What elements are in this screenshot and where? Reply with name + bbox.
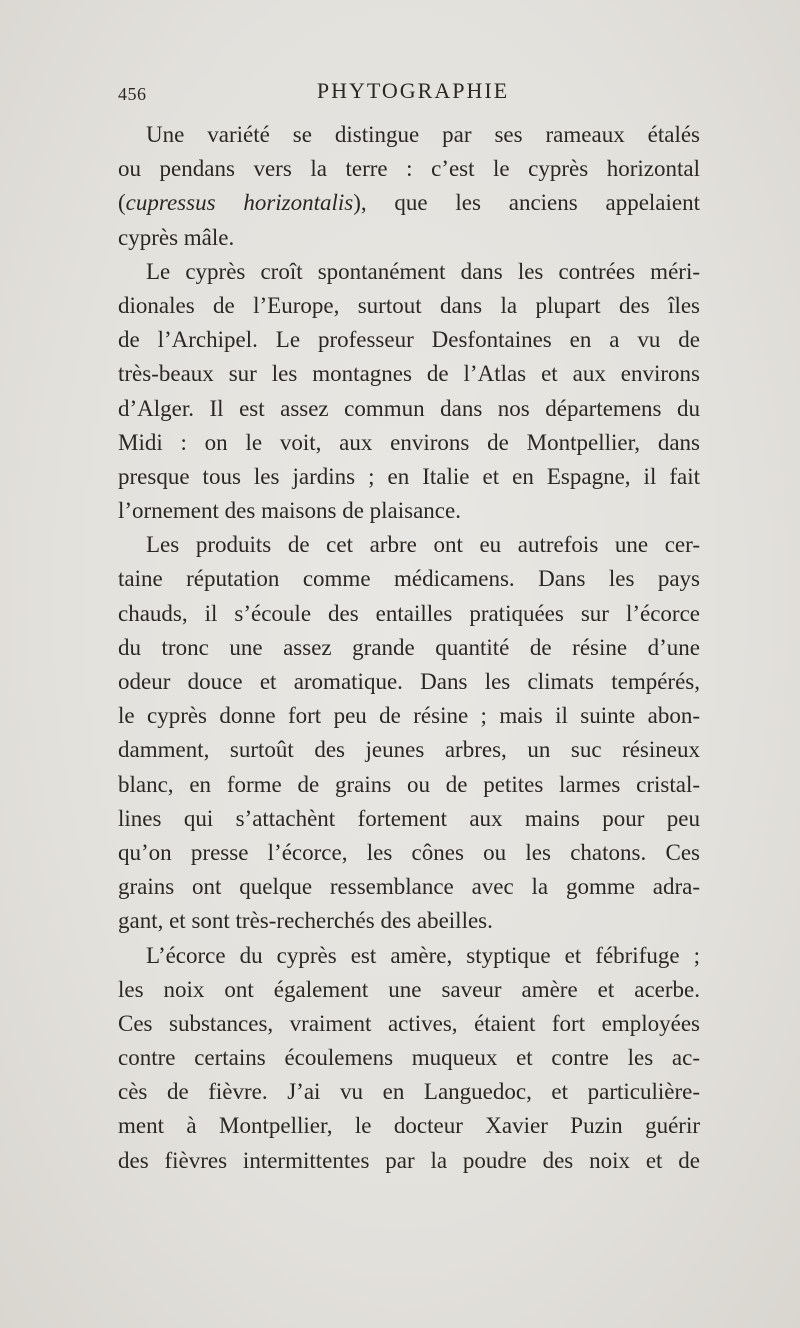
running-head: PHYTOGRAPHIE bbox=[316, 78, 510, 103]
text-line: gant, et sont très-recherchés des abeilles. bbox=[118, 908, 493, 934]
text-line: très-beaux sur les montagnes de l’Atlas et aux environs bbox=[118, 361, 700, 387]
text-line: Ces substances, vraiment actives, étaient fort employées bbox=[118, 1010, 700, 1036]
text-line: L’écorce du cyprès est amère, styptique et fébrifuge ; bbox=[146, 942, 700, 968]
text-line: presque tous les jardins ; en Italie et en Espagne, il fait bbox=[118, 463, 700, 489]
text-line: ment à Montpellier, le docteur Xavier Puzin guérir bbox=[118, 1113, 700, 1139]
text-line: qu’on presse l’écorce, les cônes ou les chatons. Ces bbox=[118, 839, 700, 865]
page-number: 456 bbox=[118, 84, 147, 104]
text-line-italic: (cupressus horizontalis), que les anciens appelaient bbox=[118, 190, 700, 216]
text-line: les noix ont également une saveur amère et acerbe. bbox=[118, 976, 700, 1002]
text-line: Le cyprès croît spontanément dans les contrées méri- bbox=[146, 258, 700, 284]
text-line: le cyprès donne fort peu de résine ; mais il suinte abon- bbox=[118, 703, 700, 729]
text-line: dionales de l’Europe, surtout dans la plupart des îles bbox=[118, 292, 700, 318]
body-text bbox=[118, 118, 700, 1178]
text-line: l’ornement des maisons de plaisance. bbox=[118, 498, 461, 524]
text-line: lines qui s’attachènt fortement aux mains pour peu bbox=[118, 805, 700, 831]
text-line: Midi : on le voit, aux environs de Montpellier, dans bbox=[118, 429, 700, 455]
text-line: contre certains écoulemens muqueux et contre les ac- bbox=[118, 1045, 700, 1071]
text-line: chauds, il s’écoule des entailles pratiquées sur l’écorce bbox=[118, 600, 700, 626]
text-line: du tronc une assez grande quantité de résine d’une bbox=[118, 634, 700, 660]
text-line: Une variété se distingue par ses rameaux étalés bbox=[146, 122, 700, 147]
text-line: grains ont quelque ressemblance avec la gomme adra- bbox=[118, 874, 700, 900]
text-line: de l’Archipel. Le professeur Desfontaines en a vu de bbox=[118, 327, 700, 353]
text-line: damment, surtoût des jeunes arbres, un suc résineux bbox=[118, 737, 700, 763]
text-line: Les produits de cet arbre ont eu autrefois une cer- bbox=[146, 532, 700, 558]
text-line: odeur douce et aromatique. Dans les climats tempérés, bbox=[118, 669, 700, 694]
latin-name: cupressus horizontalis bbox=[125, 190, 354, 216]
text-line: d’Alger. Il est assez commun dans nos départemens du bbox=[118, 395, 700, 421]
text-line: blanc, en forme de grains ou de petites larmes cristal- bbox=[118, 771, 700, 797]
text-line: ou pendans vers la terre : c’est le cyprès horizontal bbox=[118, 156, 700, 182]
text-line: cès de fièvre. J’ai vu en Languedoc, et particulière- bbox=[118, 1079, 700, 1105]
page-header bbox=[118, 78, 708, 112]
text-line: des fièvres intermittentes par la poudre des noix et de bbox=[118, 1147, 700, 1173]
text-line: taine réputation comme médicamens. Dans les pays bbox=[118, 566, 700, 592]
text-line: cyprès mâle. bbox=[118, 224, 235, 250]
